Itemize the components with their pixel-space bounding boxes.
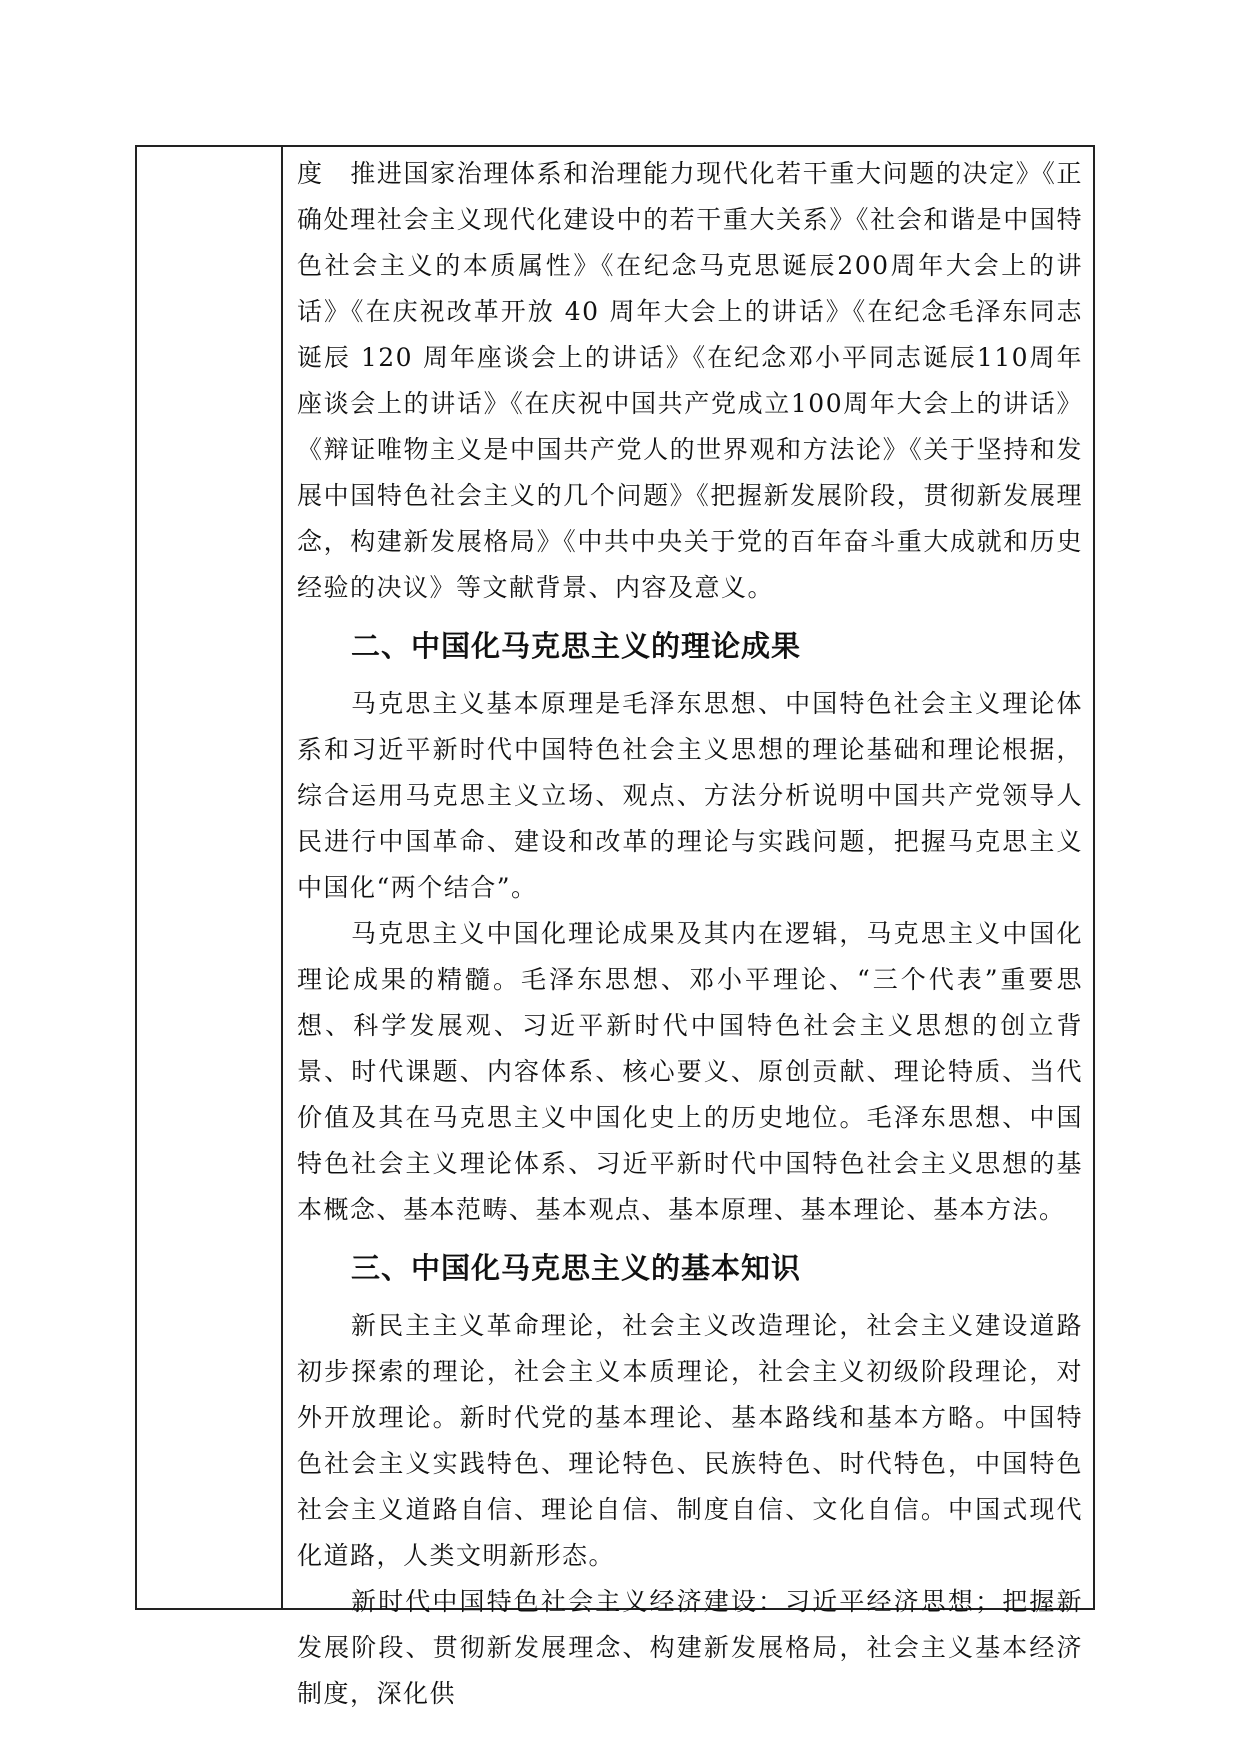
continuation-paragraph: 度 推进国家治理体系和治理能力现代化若干重大问题的决定》《正确处理社会主义现代化建设中的若干重大关系》《社会和谐是中国特色社会主义的本质属性》《在纪念马克思诞辰200周年大会上的讲话》《在庆祝改革开放 40 周年大会上的讲话》《在纪念毛泽东同志诞辰 120 周年座谈会上的讲话》《在纪念邓小平同志诞辰110周年座谈会上的讲话》《在庆祝中国共产党成立100周年大会上的讲话》《辩证唯物主义是中国共产党人的世界观和方法论》《关于坚持和发展中国特色社会主义的几个问题》《把握新发展阶段，贯彻新发展理念，构建新发展格局》《中共中央关于党的百年奋斗重大成就和历史经验的决议》等文献背景、内容及意义。 — [297, 159, 1083, 602]
content-table — [135, 145, 1095, 1708]
section2-paragraph-1: 马克思主义基本原理是毛泽东思想、中国特色社会主义理论体系和习近平新时代中国特色社会主义思想的理论基础和理论根据，综合运用马克思主义立场、观点、方法分析说明中国共产党领导人民进行中国革命、建设和改革的理论与实践问题，把握马克思主义中国化“两个结合”。 — [297, 689, 1083, 902]
section-heading-3: 三、中国化马克思主义的基本知识 — [351, 1251, 802, 1285]
section3-paragraph-2: 新时代中国特色社会主义经济建设：习近平经济思想；把握新发展阶段、贯彻新发展理念、构建新发展格局，社会主义基本经济制度，深化供 — [297, 1587, 1083, 1708]
section2-paragraph-2: 马克思主义中国化理论成果及其内在逻辑，马克思主义中国化理论成果的精髓。毛泽东思想、邓小平理论、“三个代表”重要思想、科学发展观、习近平新时代中国特色社会主义思想的创立背景、时代课题、内容体系、核心要义、原创贡献、理论特质、当代价值及其在马克思主义中国化史上的历史地位。毛泽东思想、中国特色社会主义理论体系、习近平新时代中国特色社会主义思想的基本概念、基本范畴、基本观点、基本原理、基本理论、基本方法。 — [297, 919, 1083, 1224]
section-heading-2: 二、中国化马克思主义的理论成果 — [351, 629, 802, 663]
section3-paragraph-1: 新民主主义革命理论，社会主义改造理论，社会主义建设道路初步探索的理论，社会主义本质理论，社会主义初级阶段理论，对外开放理论。新时代党的基本理论、基本路线和基本方略。中国特色社会主义实践特色、理论特色、民族特色、时代特色，中国特色社会主义道路自信、理论自信、制度自信、文化自信。中国式现代化道路，人类文明新形态。 — [297, 1311, 1083, 1570]
table-left-cell — [137, 147, 283, 1608]
table-right-cell — [283, 147, 1093, 1708]
